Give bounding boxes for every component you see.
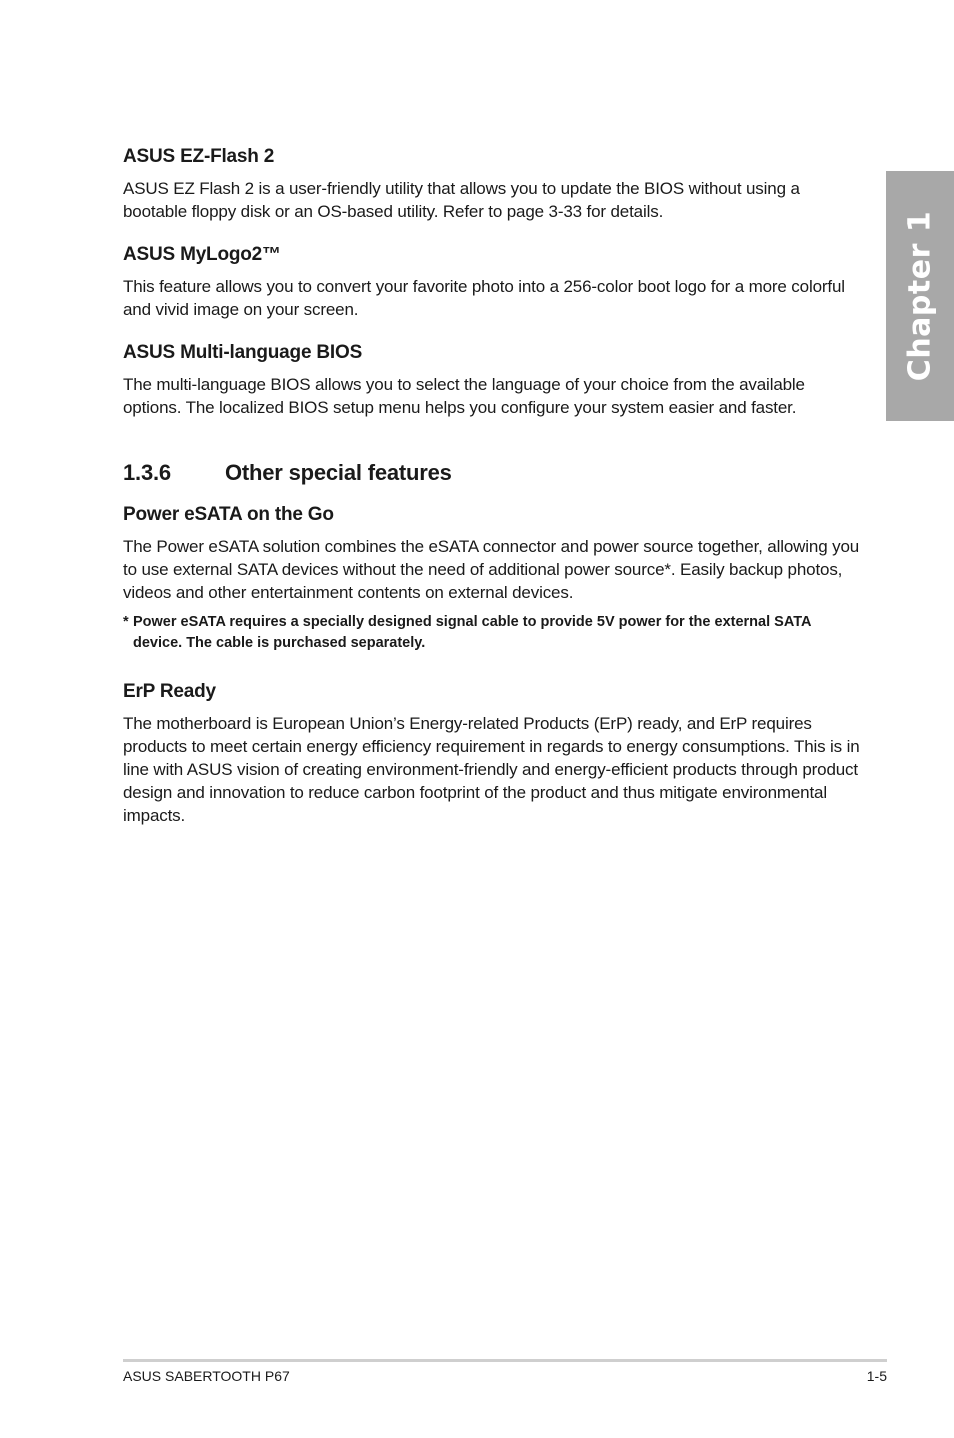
feature-title-multilanguage-bios: ASUS Multi-language BIOS	[123, 342, 363, 363]
feature-title-power-esata: Power eSATA on the Go	[123, 504, 334, 525]
footnote-marker: *	[123, 614, 129, 630]
chapter-tab-label: Chapter 1	[902, 210, 938, 382]
feature-text-erp-ready: The motherboard is European Union’s Energy-related Products (ErP) ready, and ErP requires products to meet certain energy efficiency requirement in regards to energy consumptions. This is in line with ASUS vision of creating environment-friendly and energy-efficient products through product design and innovation to reduce carbon footprint of the product and thus mitigate environmental impacts.	[123, 714, 860, 825]
section-number: 1.3.6	[123, 460, 171, 485]
footnote-text: Power eSATA requires a specially designed signal cable to provide 5V power for the external SATA device. The cable is purchased separately.	[133, 614, 811, 651]
feature-text-multilanguage-bios: The multi-language BIOS allows you to select the language of your choice from the available options. The localized BIOS setup menu helps you configure your system easier and faster.	[123, 375, 805, 417]
section-title: Other special features	[225, 460, 452, 485]
feature-title-mylogo: ASUS MyLogo2™	[123, 244, 281, 265]
footnote	[123, 612, 863, 654]
feature-text-ez-flash: ASUS EZ Flash 2 is a user-friendly utility that allows you to update the BIOS without using a bootable floppy disk or an OS-based utility. Refer to page 3-33 for details.	[123, 179, 800, 221]
feature-title-ez-flash: ASUS EZ-Flash 2	[123, 146, 275, 167]
feature-text-power-esata: The Power eSATA solution combines the eSATA connector and power source together, allowing you to use external SATA devices without the need of additional power source*. Easily backup photos, videos and other entertainment contents on external devices.	[123, 537, 860, 602]
page-content	[123, 145, 863, 847]
footer-page-number: 1-5	[866, 1368, 887, 1384]
feature-text-mylogo: This feature allows you to convert your favorite photo into a 256-color boot logo for a more colorful and vivid image on your screen.	[123, 277, 845, 319]
feature-title-erp-ready: ErP Ready	[123, 681, 216, 702]
chapter-tab	[886, 171, 954, 421]
section-heading	[123, 459, 863, 487]
footer-divider	[123, 1359, 887, 1362]
footer-product-name: ASUS SABERTOOTH P67	[123, 1368, 290, 1384]
